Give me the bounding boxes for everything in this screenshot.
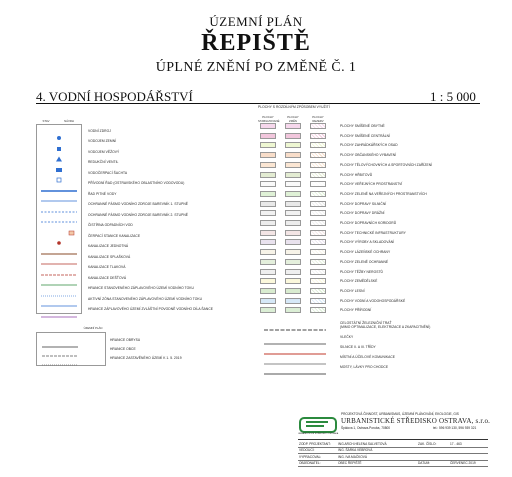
line-thick-blue-icon <box>39 181 79 187</box>
line-red-dash-icon <box>39 265 79 271</box>
line-brown-icon <box>39 244 79 250</box>
dot-red-icon <box>39 233 79 239</box>
legend-header-stav: STAV <box>42 119 50 123</box>
land-use-label: PLOCHY ZAHRÁDKÁŘSKÝCH OSAD <box>340 143 398 148</box>
legend-row <box>36 253 236 264</box>
land-use-swatch <box>285 278 301 284</box>
land-use-swatch <box>260 172 276 178</box>
plan-subtitle: ÚPLNÉ ZNĚNÍ PO ZMĚNĚ Č. 1 <box>155 60 357 75</box>
land-use-swatch <box>260 230 276 236</box>
box-blue-icon <box>39 160 79 166</box>
legend-header-navrh: NÁVRH <box>64 119 74 123</box>
legend-row <box>36 138 236 149</box>
land-use-label: PLOCHY LÁZEŇSKÉ OCHRANY <box>340 250 391 255</box>
legend-label: KANALIZACE TLAKOVÁ <box>88 265 126 269</box>
plan-title: ÚZEMNÍ PLÁN <box>209 14 303 29</box>
legend-label: PŘÍVODNÍ ŘAD (OSTRAVSKÉHO OBLASTNÍHO VODOVODU) <box>88 181 185 185</box>
land-use-label: PLOCHY ZEMĚDĚLSKÉ <box>340 279 378 284</box>
land-use-row <box>258 297 488 307</box>
transport-label: MOSTY, LÁVKY PRO CHODCE <box>340 365 389 369</box>
land-use-label: PLOCHY VODNÍ A VODOHOSPODÁŘSKÉ <box>340 298 406 303</box>
land-use-swatch <box>285 152 301 158</box>
line-purple-icon <box>39 307 79 313</box>
land-use-swatch <box>310 298 326 304</box>
legend-row <box>36 148 236 159</box>
legend-label: REDUKČNÍ VENTIL <box>88 160 119 164</box>
legend2-label: HRANICE ZASTAVĚNÉHO ÚZEMÍ K 1. 5. 2019 <box>110 355 182 360</box>
land-use-row <box>258 219 488 229</box>
land-use-row <box>258 161 488 171</box>
land-use-swatch <box>310 259 326 265</box>
legend-row <box>36 127 236 138</box>
land-use-swatch <box>310 239 326 245</box>
left-legend <box>36 119 236 319</box>
right-legend <box>258 104 488 394</box>
land-use-swatch <box>260 201 276 207</box>
land-use-label: PLOCHY DOPRAVY DRÁŽNÍ <box>340 211 385 216</box>
legend-label: ŘAD PITNÉ VODY <box>88 191 117 196</box>
land-use-swatch <box>285 220 301 226</box>
land-use-row <box>258 268 488 278</box>
land-use-swatch <box>310 181 326 187</box>
transport-row <box>258 344 488 350</box>
land-use-label: PLOCHY OBČANSKÉHO VYBAVENÍ <box>340 153 397 158</box>
legend-row <box>36 274 236 285</box>
land-use-swatch <box>260 220 276 226</box>
land-use-swatch <box>310 269 326 275</box>
legend2-row <box>36 354 236 362</box>
col-changes: PLOCHY ZMĚN <box>287 115 299 123</box>
land-use-row <box>258 306 488 316</box>
land-use-row <box>258 180 488 190</box>
title-block-activity: PROJEKTOVÁ ČINNOST, URBANISMUS, ÚZEMNÍ PLÁNOVÁNÍ, EKOLOGIE, GIS <box>341 412 459 416</box>
transport-row <box>258 334 488 340</box>
dot-blue-icon <box>39 128 79 134</box>
land-use-swatch <box>260 298 276 304</box>
land-use-swatch <box>260 181 276 187</box>
legend2-label: HRANICE OBCE <box>110 346 136 351</box>
line-blue-icon <box>39 296 79 302</box>
tb-field-label: ZODP. PROJEKTANT: <box>299 441 331 446</box>
land-use-label: PLOCHY SMÍŠENÉ CENTRÁLNÍ <box>340 133 391 138</box>
line-green-icon <box>39 275 79 281</box>
logo-caption: URBANISTICKÉ STŘEDISKO OSTRAVA <box>298 433 339 435</box>
land-use-swatch <box>285 172 301 178</box>
land-use-swatch <box>285 201 301 207</box>
company-phone: tel.: 596 939 130, 596 939 321 <box>433 426 477 430</box>
triangle-blue-icon <box>39 149 79 155</box>
land-use-label: PLOCHY TECHNICKÉ INFRASTRUKTURY <box>340 230 406 235</box>
land-use-swatch <box>285 259 301 265</box>
tb-field-value: ING. ŠÁRKA VEBROVÁ <box>338 448 373 453</box>
legend-row <box>36 180 236 191</box>
transport-label: CELOSTÁTNÍ ŽELEZNIČNÍ TRAŤ <box>340 321 392 325</box>
land-use-swatch <box>310 210 326 216</box>
legend-label: VODNÍ ZDROJ <box>88 128 111 133</box>
legend2-row <box>36 345 236 353</box>
land-use-swatch <box>260 123 276 129</box>
land-use-swatch <box>260 142 276 148</box>
land-use-row <box>258 287 488 297</box>
legend-row <box>36 295 236 306</box>
transport-label: SILNICE II. A III. TŘÍDY <box>340 345 376 349</box>
land-use-swatch <box>285 181 301 187</box>
land-use-swatch <box>260 259 276 265</box>
tb-field-label: VYPRACOVAL: <box>299 454 322 459</box>
legend-label: HRANICE STANOVENÉHO ZÁPLAVOVÉHO ÚZEMÍ VODNÍHO TOKU <box>88 286 194 290</box>
land-use-swatch <box>310 152 326 158</box>
land-use-row <box>258 248 488 258</box>
land-use-swatch <box>285 210 301 216</box>
transport-line-icon <box>260 344 330 350</box>
legend-row <box>36 159 236 170</box>
legend-label: KANALIZACE JEDNOTNÁ <box>88 244 129 248</box>
tb-meta-value: 17 - 463 <box>450 441 462 446</box>
line-blue-icon <box>39 191 79 197</box>
land-use-swatch <box>310 278 326 284</box>
transport-line-icon <box>260 334 330 340</box>
land-use-label: PLOCHY VEŘEJNÝCH PROSTRANSTVÍ <box>340 182 403 187</box>
land-use-label: PLOCHY DOPRAVNÍCH KORIDORŮ <box>340 221 397 225</box>
land-use-swatch <box>285 298 301 304</box>
land-use-label: PLOCHY TĚLOVÝCHOVNÝCH A SPORTOVNÍCH ZAŘÍZENÍ <box>340 162 433 167</box>
land-use-swatch <box>310 162 326 168</box>
land-use-swatch <box>285 249 301 255</box>
boundary-line-icon <box>40 355 80 361</box>
land-use-swatch <box>260 307 276 313</box>
land-use-row <box>258 122 488 132</box>
tb-field-label: VEDOUCÍ: <box>299 448 315 453</box>
legend-label: HRANICE ZÁPLAVOVÉHO ÚZEMÍ ZVLÁŠTNÍ POVODNĚ VODNÍHO DÍLA ŠANCE <box>88 307 213 311</box>
legend-row <box>36 201 236 212</box>
company-address: Špálova 1, Ostrava-Poruba, 70800 <box>341 426 391 430</box>
land-use-swatch <box>310 230 326 236</box>
land-use-swatch <box>285 288 301 294</box>
land-use-swatch <box>260 210 276 216</box>
transport-label: VLEČKY <box>340 335 354 339</box>
land-use-swatch <box>285 230 301 236</box>
tb-field-value: ING.ARCH.HELENA SALVETOVÁ <box>338 441 387 446</box>
title-block-table <box>298 439 488 467</box>
title-block <box>298 412 491 467</box>
land-use-swatch <box>260 133 276 139</box>
land-use-swatch <box>310 220 326 226</box>
legend-row <box>36 306 236 317</box>
land-use-swatch <box>260 288 276 294</box>
land-use-row <box>258 209 488 219</box>
legend-label: ČERPACÍ STANICE KANALIZACE <box>88 233 141 238</box>
land-use-label: PLOCHY SMÍŠENÉ OBYTNÉ <box>340 124 385 128</box>
land-use-swatch <box>285 142 301 148</box>
land-use-label: PLOCHY PŘÍRODNÍ <box>340 308 372 313</box>
col-stabilized: PLOCHY STABILIZOVANÉ <box>258 115 280 123</box>
line-dashed-blue-icon <box>39 202 79 208</box>
land-use-swatch <box>260 162 276 168</box>
land-use-label: PLOCHY VÝROBY A SKLADOVÁNÍ <box>340 240 395 245</box>
land-use-swatch <box>260 249 276 255</box>
land-use-label: PLOCHY ZELENĚ OCHRANNÉ <box>340 259 389 264</box>
land-use-label: PLOCHY ZELENĚ NA VEŘEJNÝCH PROSTRANSTVÍCH <box>340 191 427 196</box>
land-use-row <box>258 229 488 239</box>
legend-label: VODOČERPACÍ ŠACHTA <box>88 170 128 175</box>
legend-label: AKTIVNÍ ZÓNA STANOVENÉHO ZÁPLAVOVÉHO ÚZEMÍ VODNÍHO TOKU <box>88 296 203 301</box>
land-use-row <box>258 258 488 268</box>
land-use-row <box>258 151 488 161</box>
line-dashed-blue-icon <box>39 212 79 218</box>
land-use-swatch <box>310 123 326 129</box>
right-legend-header: PLOCHY S ROZDÍLNÝM ZPŮSOBEM VYUŽITÍ <box>258 105 330 109</box>
section-title: 4. VODNÍ HOSPODÁŘSTVÍ <box>36 89 193 104</box>
legend-label: KANALIZACE SPLAŠKOVÁ <box>88 254 131 259</box>
legend-row <box>36 190 236 201</box>
col-reserves: PLOCHY REZERV <box>312 115 324 123</box>
legend-row <box>36 243 236 254</box>
tb-meta-label: DATUM: <box>418 461 430 466</box>
square-outline-icon <box>39 170 79 176</box>
transport-row <box>258 364 488 370</box>
legend-row <box>36 211 236 222</box>
company-logo <box>298 417 338 439</box>
land-use-row <box>258 238 488 248</box>
land-use-swatch <box>310 172 326 178</box>
land-use-swatch <box>310 133 326 139</box>
company-name: URBANISTICKÉ STŘEDISKO OSTRAVA, s.r.o. <box>341 417 491 425</box>
land-use-swatch <box>310 288 326 294</box>
title-block-row <box>298 460 488 468</box>
line-blue-dot-icon <box>39 286 79 292</box>
land-use-swatch <box>285 123 301 129</box>
boundary-line-icon <box>40 337 80 343</box>
scale-label: 1 : 5 000 <box>430 89 476 104</box>
land-use-swatch <box>260 239 276 245</box>
land-use-swatch <box>260 191 276 197</box>
transport-line-icon <box>260 364 330 370</box>
square-red-icon <box>39 223 79 229</box>
land-use-swatch <box>310 201 326 207</box>
tb-field-value: OBEC ŘEPIŠTĚ <box>338 461 362 466</box>
legend-row <box>36 285 236 296</box>
land-use-label: PLOCHY HŘBITOVŮ <box>340 172 373 177</box>
land-use-swatch <box>285 307 301 313</box>
transport-line-icon <box>260 354 330 360</box>
legend2-header: ÚZEMNÍ PLÁN <box>83 326 103 330</box>
land-use-label: PLOCHY TĚŽBY NEROSTŮ <box>340 269 383 274</box>
municipality-title: ŘEPIŠTĚ <box>201 30 311 56</box>
land-use-swatch <box>260 152 276 158</box>
legend-row <box>36 169 236 180</box>
land-use-row <box>258 277 488 287</box>
legend-label: OCHRANNÉ PÁSMO VODNÍHO ZDROJE BAREVNÍK 1. STUPNĚ <box>88 202 189 206</box>
tb-field-label: OBJEDNATEL: <box>299 461 321 466</box>
legend2-label: HRANICE OBRYSU <box>110 337 141 342</box>
land-use-row <box>258 141 488 151</box>
transport-row <box>258 324 488 330</box>
land-use-swatch <box>285 269 301 275</box>
boundary-line-icon <box>40 346 80 352</box>
legend-label: VODOJEM VĚŽOVÝ <box>88 149 120 154</box>
land-use-swatch <box>310 191 326 197</box>
land-use-swatch <box>285 133 301 139</box>
legend-row <box>36 232 236 243</box>
land-use-swatch <box>310 249 326 255</box>
legend-row <box>36 222 236 233</box>
tb-field-value: ING. IVA MAČKOVÁ <box>338 454 367 459</box>
legend-label: VODOJEM ZEMNÍ <box>88 139 117 143</box>
tb-meta-label: ZAK. ČÍSLO: <box>418 441 437 446</box>
land-use-swatch <box>260 269 276 275</box>
legend-label: KANALIZACE DEŠŤOVÁ <box>88 275 127 280</box>
line-red-icon <box>39 254 79 260</box>
legend-label: OCHRANNÉ PÁSMO VODNÍHO ZDROJE BAREVNÍK 2. STUPNĚ <box>88 212 189 217</box>
land-use-swatch <box>285 239 301 245</box>
land-use-label: PLOCHY LESNÍ <box>340 288 365 293</box>
tb-meta-value: ČERVENEC 2019 <box>450 461 476 466</box>
legend-label: ČISTÍRNA ODPADNÍCH VOD <box>88 223 133 227</box>
land-use-swatch <box>310 142 326 148</box>
land-use-row <box>258 190 488 200</box>
left-legend-secondary <box>36 326 236 366</box>
land-use-row <box>258 171 488 181</box>
land-use-swatch <box>310 307 326 313</box>
land-use-row <box>258 200 488 210</box>
land-use-swatch <box>260 278 276 284</box>
land-use-row <box>258 132 488 142</box>
land-use-label: PLOCHY DOPRAVY SILNIČNÍ <box>340 201 387 206</box>
legend-row <box>36 264 236 275</box>
square-blue-icon <box>39 139 79 145</box>
transport-label: (MIMO OPTIMALIZACE, ELEKTRIZACE A ZKAPACITNĚNÍ) <box>340 325 431 329</box>
land-use-swatch <box>285 162 301 168</box>
transport-row <box>258 354 488 360</box>
legend2-row <box>36 336 236 344</box>
transport-label: MÍSTNÍ A ÚČELOVÉ KOMUNIKACE <box>340 355 396 359</box>
land-use-swatch <box>285 191 301 197</box>
